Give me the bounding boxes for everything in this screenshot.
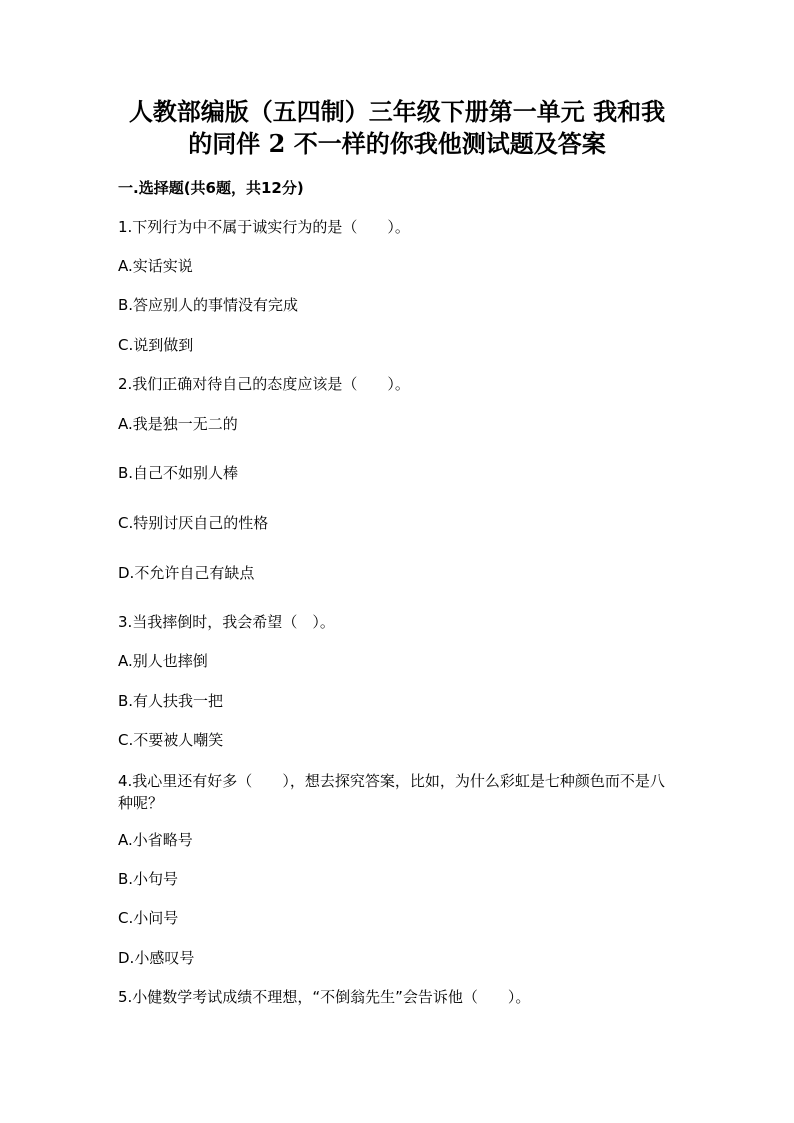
option-c: C.特别讨厌自己的性格 [118, 514, 269, 532]
document-title-line-1: 人教部编版（五四制）三年级下册第一单元 我和我 [128, 97, 666, 126]
option-c: C.不要被人嘲笑 [118, 731, 224, 749]
section-heading: 一.选择题(共6题，共12分) [118, 179, 304, 197]
question-stem: 5.小健数学考试成绩不理想，“不倒翁先生”会告诉他（ ）。 [118, 988, 531, 1006]
option-c: C.说到做到 [118, 336, 194, 354]
option-b: B.有人扶我一把 [118, 692, 224, 710]
option-c: C.小问号 [118, 909, 179, 927]
question-stem: 4.我心里还有好多（ ），想去探究答案，比如，为什么彩虹是七种颜色而不是八种呢？ [118, 772, 665, 812]
document-title-line-2: 的同伴 2 不一样的你我他测试题及答案 [188, 129, 606, 158]
question-stem: 1.下列行为中不属于诚实行为的是（ ）。 [118, 218, 410, 236]
option-d: D.小感叹号 [118, 949, 195, 967]
question-stem: 3.当我摔倒时，我会希望（ ）。 [118, 613, 335, 631]
option-a: A.小省略号 [118, 831, 193, 849]
option-b: B.答应别人的事情没有完成 [118, 296, 299, 314]
question-stem: 2.我们正确对待自己的态度应该是（ ）。 [118, 375, 410, 393]
option-b: B.小句号 [118, 870, 179, 888]
option-a: A.实话实说 [118, 257, 193, 275]
option-a: A.别人也摔倒 [118, 652, 208, 670]
option-a: A.我是独一无二的 [118, 415, 238, 433]
option-b: B.自己不如别人棒 [118, 464, 239, 482]
option-d: D.不允许自己有缺点 [118, 564, 255, 582]
